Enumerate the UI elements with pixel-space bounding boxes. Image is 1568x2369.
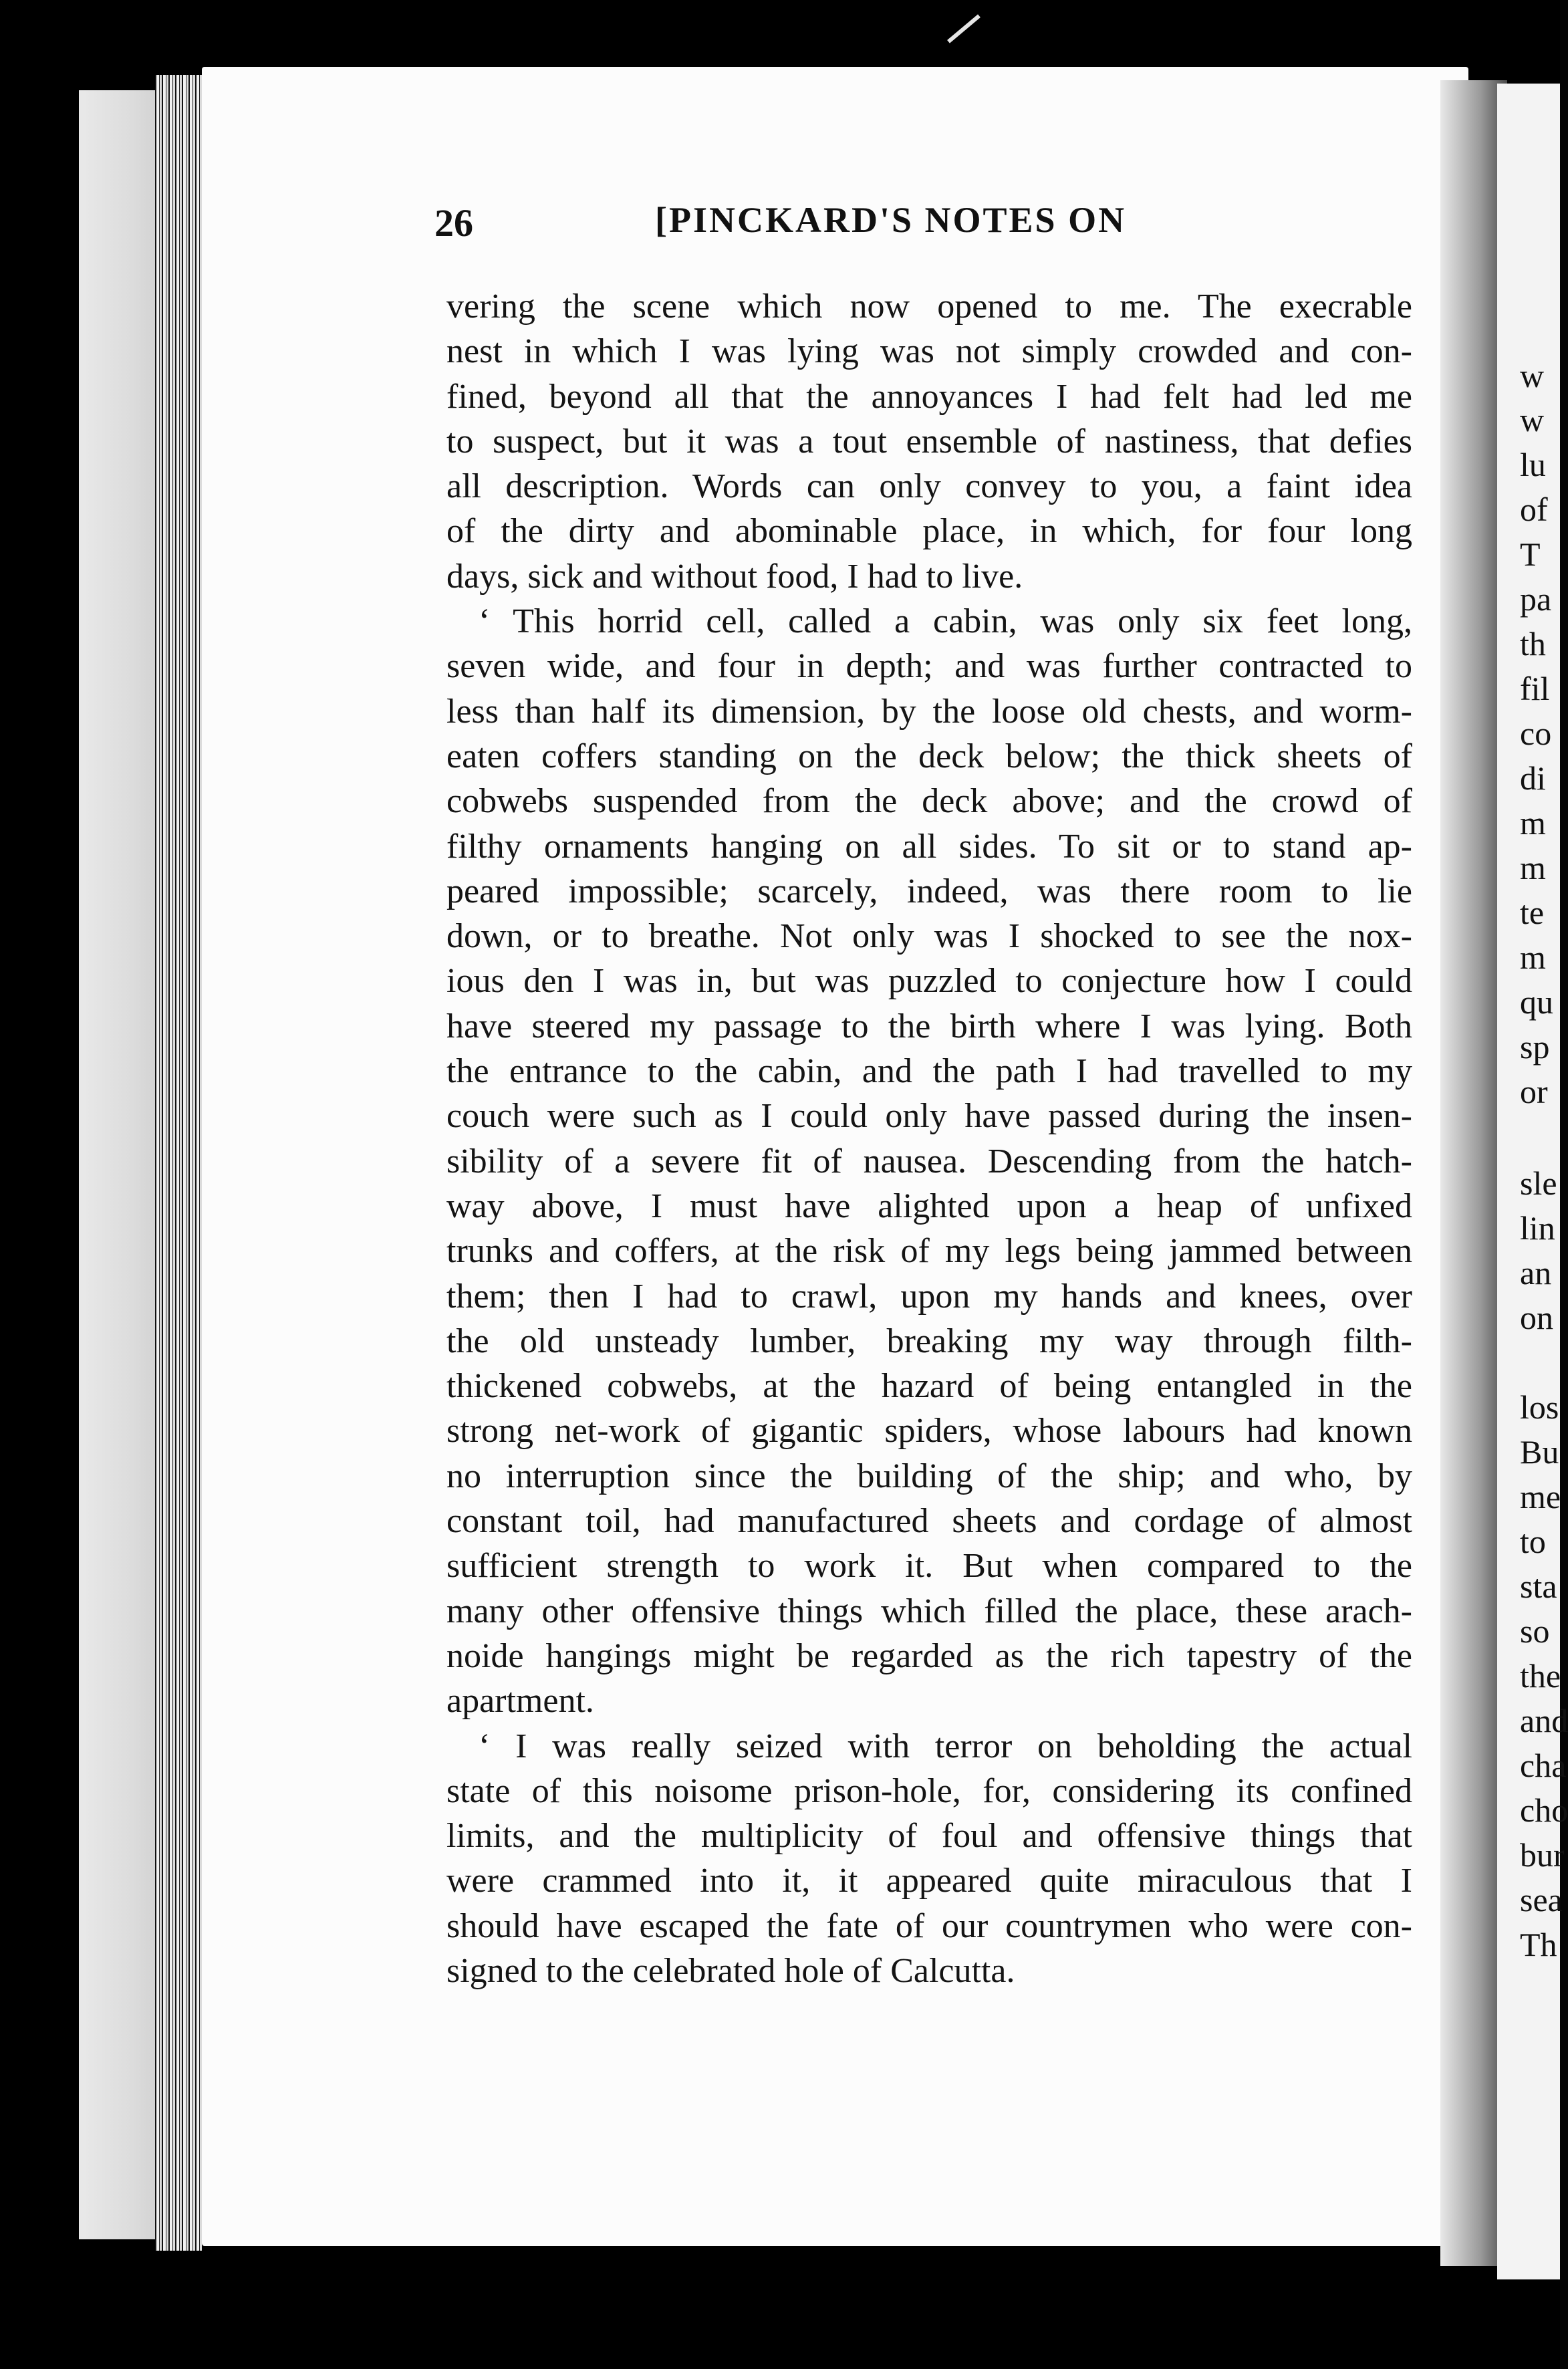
page-number: 26: [434, 201, 473, 245]
facing-page-text: lin: [1520, 1209, 1555, 1247]
facing-page-text: lu: [1520, 446, 1546, 483]
page-body-text: [446, 284, 1412, 1993]
text-line: strong net-work of gigantic spiders, whose labours had known: [446, 1412, 1412, 1451]
facing-page-text: Th: [1520, 1926, 1557, 1963]
facing-page-text: and: [1520, 1702, 1568, 1739]
facing-page-text: w: [1520, 357, 1545, 394]
text-line: noide hangings might be regarded as the rich tapestry of the: [446, 1636, 1412, 1675]
facing-page-text: the: [1520, 1657, 1561, 1695]
facing-page-text: qu: [1520, 983, 1553, 1021]
text-line: should have escaped the fate of our countrymen who were con-: [446, 1906, 1412, 1945]
text-line: filthy ornaments hanging on all sides. To sit or to stand ap-: [446, 827, 1412, 866]
facing-page-text: m: [1520, 939, 1546, 976]
text-line: days, sick and without food, I had to live.: [446, 557, 1023, 596]
text-line: have steered my passage to the birth where I was lying. Both: [446, 1007, 1412, 1045]
facing-page-text: to: [1520, 1523, 1546, 1560]
facing-page-text: di: [1520, 759, 1546, 797]
facing-page-text: sta: [1520, 1568, 1557, 1605]
facing-page-text: or: [1520, 1073, 1548, 1110]
facing-page-text: an: [1520, 1254, 1552, 1291]
text-line: were crammed into it, it appeared quite miraculous that I: [446, 1862, 1412, 1900]
facing-page-text: bur: [1520, 1836, 1565, 1874]
text-line: state of this noisome prison-hole, for, considering its confined: [446, 1771, 1412, 1810]
facing-page-text: T: [1520, 535, 1541, 573]
facing-page-text: los: [1520, 1388, 1559, 1426]
text-line: many other offensive things which filled the place, these arach-: [446, 1592, 1412, 1630]
facing-page-text: w: [1520, 401, 1545, 439]
running-head: [PINCKARD'S NOTES ON: [655, 200, 1127, 240]
facing-page-fragment: [1497, 84, 1568, 2279]
facing-page-text: Bu: [1520, 1433, 1559, 1471]
text-line: peared impossible; scarcely, indeed, was there room to lie: [446, 872, 1412, 910]
text-line: couch were such as I could only have passed during the insen-: [446, 1097, 1412, 1136]
facing-page-text: so: [1520, 1612, 1550, 1650]
facing-page-text: m: [1520, 804, 1546, 842]
text-line: thickened cobwebs, at the hazard of being entangled in the: [446, 1367, 1412, 1406]
text-line: ‘ This horrid cell, called a cabin, was only six feet long,: [479, 602, 1412, 641]
text-line: sibility of a severe fit of nausea. Descending from the hatch-: [446, 1142, 1412, 1180]
text-line: no interruption since the building of the ship; and who, by: [446, 1457, 1412, 1495]
text-line: less than half its dimension, by the loose old chests, and worm-: [446, 692, 1412, 731]
text-line: vering the scene which now opened to me. The execrable: [446, 287, 1412, 326]
facing-page-text: th: [1520, 625, 1546, 662]
facing-page-text: m: [1520, 849, 1546, 886]
text-line: limits, and the multiplicity of foul and offensive things that: [446, 1817, 1412, 1856]
text-line: cobwebs suspended from the deck above; and the crowd of: [446, 782, 1412, 821]
facing-page-text: on: [1520, 1299, 1553, 1336]
text-line: them; then I had to crawl, upon my hands and knees, over: [446, 1277, 1412, 1316]
text-line: way above, I must have alighted upon a heap of unfixed: [446, 1187, 1412, 1225]
facing-page-text: sp: [1520, 1028, 1550, 1066]
facing-page-text: me: [1520, 1478, 1561, 1515]
facing-page-text: sle: [1520, 1164, 1557, 1202]
text-line: all description. Words can only convey to you, a faint idea: [446, 467, 1412, 506]
text-line: eaten coffers standing on the deck below; the thick sheets of: [446, 737, 1412, 775]
text-line: to suspect, but it was a tout ensemble of nastiness, that defies: [446, 422, 1412, 461]
book-binding-edge: [155, 75, 202, 2251]
text-line: of the dirty and abominable place, in which, for four long: [446, 512, 1412, 551]
text-line: nest in which I was lying was not simply crowded and con-: [446, 332, 1412, 371]
facing-page-text: sea: [1520, 1881, 1563, 1918]
text-line: apartment.: [446, 1682, 594, 1721]
text-line: the entrance to the cabin, and the path I had travelled to my: [446, 1052, 1412, 1091]
facing-page-text: of: [1520, 491, 1548, 528]
text-line: ious den I was in, but was puzzled to conjecture how I could: [446, 962, 1412, 1001]
text-line: the old unsteady lumber, breaking my way through filth-: [446, 1322, 1412, 1360]
text-line: sufficient strength to work it. But when compared to the: [446, 1547, 1412, 1586]
text-line: constant toil, had manufactured sheets and cordage of almost: [446, 1502, 1412, 1541]
text-line: fined, beyond all that the annoyances I had felt had led me: [446, 377, 1412, 416]
facing-page-text: cha: [1520, 1747, 1567, 1784]
facing-page-text: co: [1520, 715, 1552, 752]
facing-page-text: cho: [1520, 1791, 1568, 1829]
text-line: signed to the celebrated hole of Calcutta.: [446, 1951, 1015, 1990]
text-line: down, or to breathe. Not only was I shocked to see the nox-: [446, 917, 1412, 956]
facing-page-text: te: [1520, 894, 1545, 931]
text-line: seven wide, and four in depth; and was further contracted to: [446, 647, 1412, 686]
facing-page-text: fil: [1520, 670, 1550, 707]
facing-page-text: pa: [1520, 580, 1552, 618]
text-line: ‘ I was really seized with terror on beholding the actual: [479, 1727, 1412, 1765]
text-line: trunks and coffers, at the risk of my legs being jammed between: [446, 1232, 1412, 1271]
